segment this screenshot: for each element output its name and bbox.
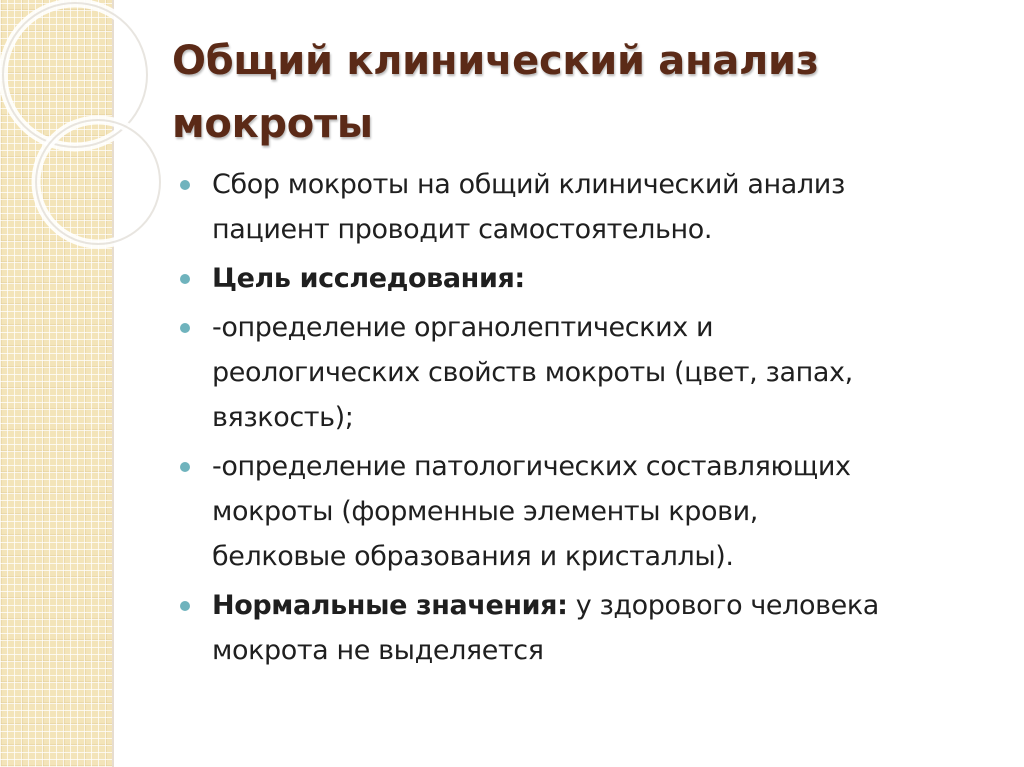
- bullet-icon: [180, 601, 190, 611]
- bullet-pathological: [180, 444, 1000, 579]
- title-line-2: мокроты: [172, 101, 373, 147]
- bullet-text: пациент проводит самостоятельно.: [212, 214, 713, 245]
- bullet-goal: [180, 256, 1000, 301]
- bullet-text: белковые образования и кристаллы).: [212, 541, 734, 572]
- bullet-text: Сбор мокроты на общий клинический анализ: [212, 169, 845, 200]
- bullet-list: [180, 162, 1000, 677]
- bullet-organoleptic: [180, 305, 1000, 440]
- bullet-text: у здорового человека: [567, 590, 879, 621]
- bullet-icon: [180, 180, 190, 190]
- bullet-text: -определение органолептических и: [212, 312, 714, 343]
- bullet-text: вязкость);: [212, 402, 354, 433]
- bullet-icon: [180, 462, 190, 472]
- bullet-text: мокрота не выделяется: [212, 635, 544, 666]
- bullet-icon: [180, 274, 190, 284]
- decorative-circles: [0, 0, 170, 260]
- bullet-text: -определение патологических составляющих: [212, 451, 851, 482]
- bullet-collection: [180, 162, 1000, 252]
- bullet-icon: [180, 323, 190, 333]
- bullet-text: мокроты (форменные элементы крови,: [212, 496, 758, 527]
- slide-title: [172, 30, 992, 156]
- bullet-heading: Цель исследования:: [212, 263, 525, 294]
- bullet-heading: Нормальные значения:: [212, 590, 568, 621]
- bullet-text: реологических свойств мокроты (цвет, запах,: [212, 357, 853, 388]
- title-line-1: Общий клинический анализ: [172, 38, 819, 84]
- bullet-normal-values: [180, 583, 1000, 673]
